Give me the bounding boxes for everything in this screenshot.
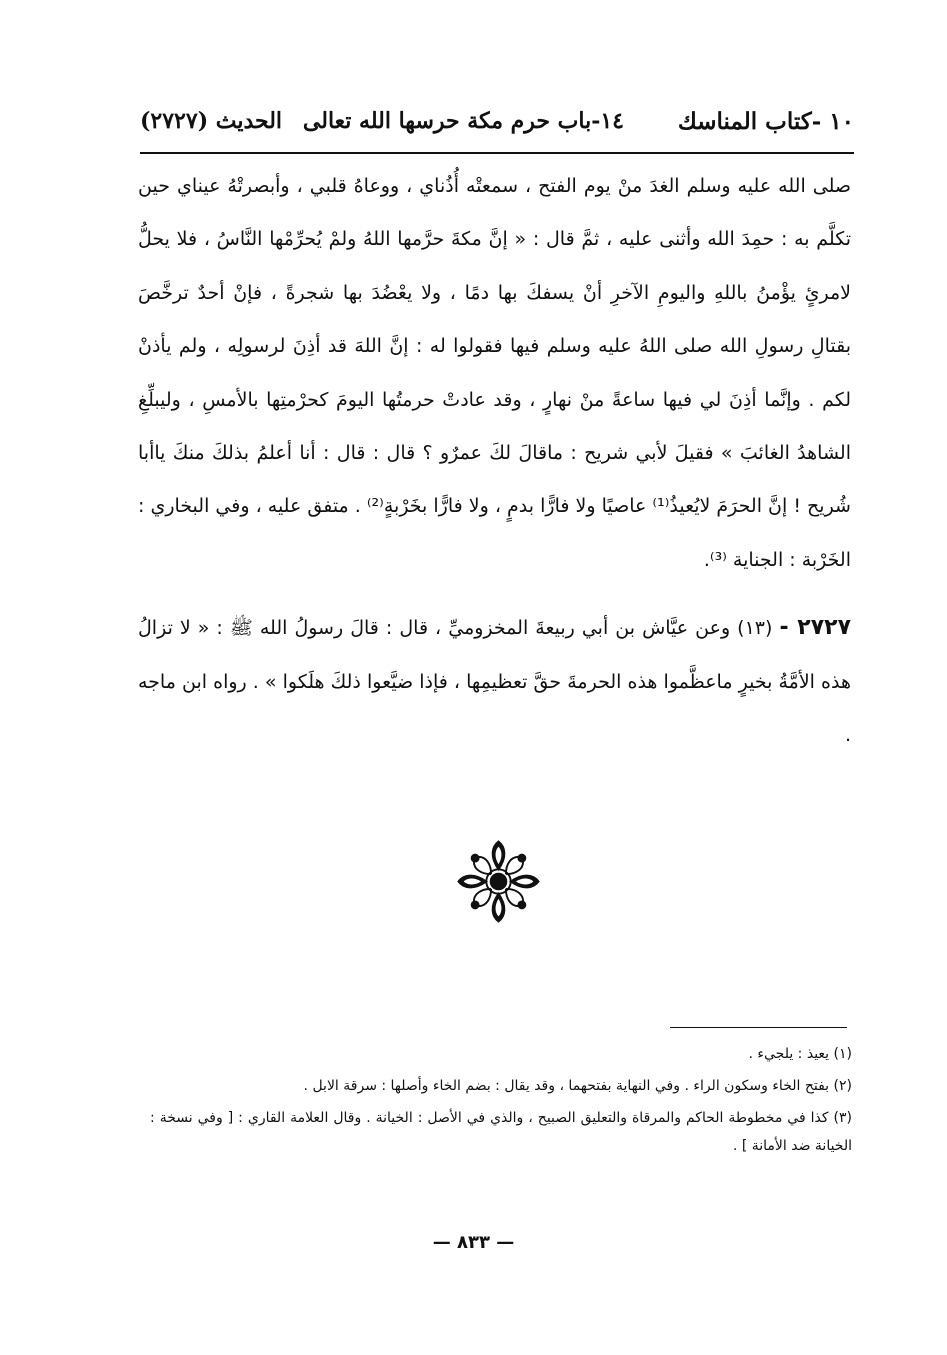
footnotes (150, 1040, 852, 1164)
footnote-divider (670, 1027, 847, 1028)
paragraph-continuation (138, 160, 851, 587)
page-number: — ٨٣٣ — (432, 1232, 515, 1253)
hadith-2727 (138, 601, 851, 762)
book-title: ١٠ -كتاب المناسك (677, 107, 854, 135)
footnote-1: (١) يعيذ : يلجيء . (748, 1046, 852, 1062)
main-text (138, 160, 851, 762)
running-header (140, 96, 854, 146)
paragraph-text: صلى الله عليه وسلم الغدَ منْ يوم الفتح ، سمعتْه أُذُناي ، ووعاهُ قلبي ، وأبصرتْهُ عيناي حين تكلَّم به : حمِدَ الله وأثنى عليه ، ثمَّ قال : « إنَّ مكةَ حرَّمها اللهُ ولمْ يُحرِّمْها النَّاسُ ، فلا يحلُّ لامرئٍ يؤْمنُ باللهِ واليومِ الآخرِ أنْ يسفكَ بها دمًا ، ولا يعْضُدَ بها شجرةً ، فإنْ أحدٌ ترخَّصَ بقتالِ رسولِ الله صلى اللهُ عليه وسلم فيها فقولوا له : إنَّ اللهَ قد أذِنَ لرسولِه ، ولم يأذنْ لكم . وإنَّما أذِنَ لي فيها ساعةً منْ نهارٍ ، وقد عادتْ حرمتُها اليومَ كحرْمتِها بالأمسِ ، وليبلِّغِ الشاهدُ الغائبَ » فقيلَ لأبي شريح : ماقالَ لكَ عمرٌو ؟ قال : قال : أنا أعلمُ بذلكَ منكَ ياأبا شُريح ! إنَّ الحرَمَ لايُعيذُ⁽¹⁾ عاصيًا ولا فارًّا بدمٍ ، ولا فارًّا بخَرْبةٍ⁽²⁾ . متفق عليه ، وفي البخاري : الخَرْبة : الجناية ⁽³⁾. (138, 175, 851, 571)
header-divider (140, 152, 854, 154)
hadith-range: الحديث (٢٧٢٧) (140, 108, 283, 134)
floral-ornament-icon (455, 838, 542, 925)
footnote-3: (٣) كذا في مخطوطة الحاكم والمرقاة والتعليق الصبيح ، والذي في الأصل : الخيانة . وقال العلامة القاري : [ وفي نسخة : الخيانة ضد الأمانة ] . (150, 1110, 852, 1154)
paragraph-text: (١٣) وعن عيَّاش بن أبي ربيعةَ المخزوميِّ ، قال : قالَ رسولُ الله ﷺ : « لا تزالُ هذه الأمَّةُ بخيرٍ ماعظَّموا هذه الحرمةَ حقَّ تعظيمِها ، فإذا ضيَّعوا ذلكَ هلَكوا » . رواه ابن ماجه . (138, 617, 851, 747)
hadith-number: ٢٧٢٧ - (779, 615, 851, 641)
chapter-title: ١٤-باب حرم مكة حرسها الله تعالى (302, 108, 624, 134)
footnote-2: (٢) بفتح الخاء وسكون الراء . وفي النهاية بفتحهما ، وقد يقال : بضم الخاء وأصلها : سرقة الابل . (303, 1078, 852, 1094)
